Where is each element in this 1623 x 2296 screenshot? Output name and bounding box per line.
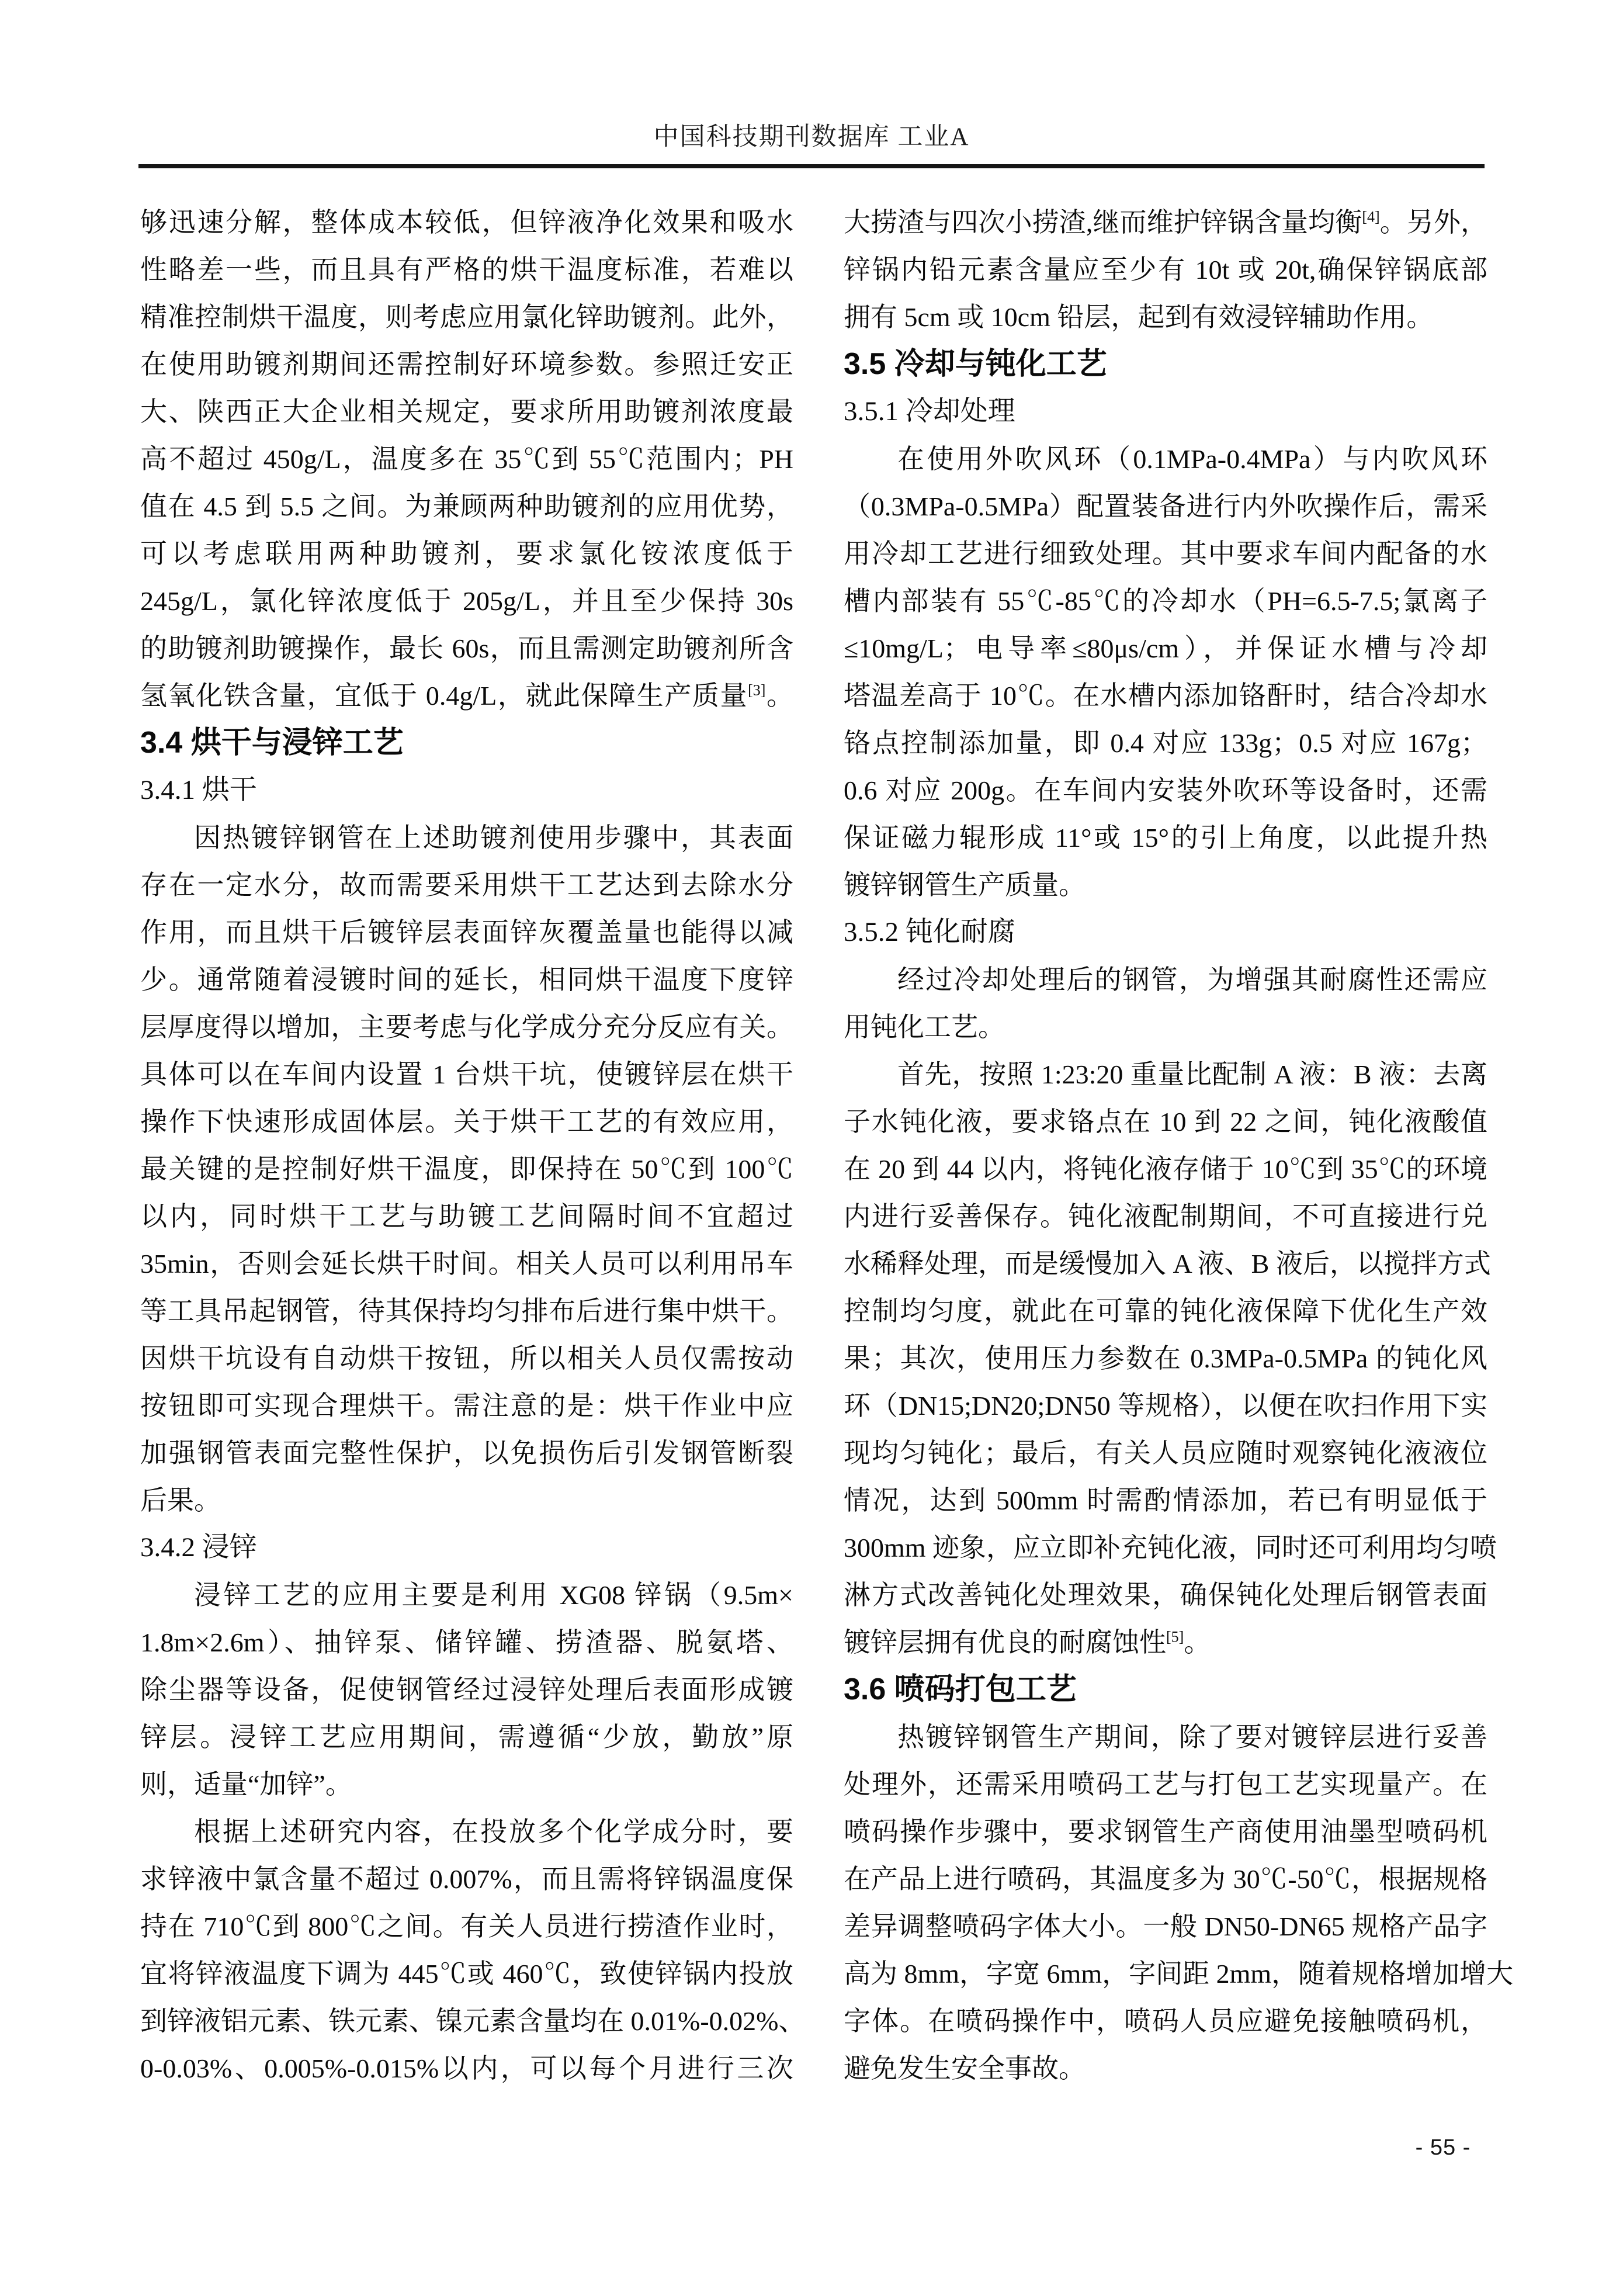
page-number: - 55 - — [1415, 2135, 1471, 2160]
text-line: 淋方式改善钝化处理效果，确保钝化处理后钢管表面 — [844, 1580, 1487, 1610]
text-line: 喷码操作步骤中，要求钢管生产商使用油墨型喷码机 — [844, 1817, 1487, 1847]
section-heading: 3.6 喷码打包工艺 — [844, 1672, 1077, 1706]
text-line: 铬点控制添加量，即 0.4 对应 133g；0.5 对应 167g； — [844, 728, 1487, 758]
text-line: 够迅速分解，整体成本较低，但锌液净化效果和吸水 — [140, 207, 793, 237]
text-line: 以内，同时烘干工艺与助镀工艺间隔时间不宜超过 — [140, 1201, 793, 1231]
text-line: 少。通常随着浸镀时间的延长，相同烘干温度下度锌 — [140, 965, 793, 995]
text-line: 作用，而且烘干后镀锌层表面锌灰覆盖量也能得以减 — [140, 917, 793, 947]
text-line: 内进行妥善保存。钝化液配制期间，不可直接进行兑 — [844, 1201, 1487, 1231]
citation-reference: [3] — [748, 681, 766, 699]
text-line: 宜将锌液温度下调为 445℃或 460℃，致使锌锅内投放 — [140, 1959, 793, 1989]
text-line: 果；其次，使用压力参数在 0.3MPa-0.5MPa 的钝化风 — [844, 1343, 1487, 1373]
text-line: 存在一定水分，故而需要采用烘干工艺达到去除水分 — [140, 870, 793, 900]
text-line: 在产品上进行喷码，其温度多为 30℃-50℃，根据规格 — [844, 1864, 1487, 1894]
text-line: 用钝化工艺。 — [844, 1012, 1005, 1042]
text-line: 245g/L，氯化锌浓度低于 205g/L，并且至少保持 30s — [140, 586, 793, 616]
text-line: 在使用外吹风环（0.1MPa-0.4MPa）与内吹风环 — [897, 444, 1487, 474]
text-line: 0-0.03%、0.005%-0.015%以内，可以每个月进行三次 — [140, 2053, 793, 2083]
text-line: 镀锌层拥有优良的耐腐蚀性[5]。 — [844, 1627, 1211, 1657]
text-line: 可以考虑联用两种助镀剂，要求氯化铵浓度低于 — [140, 539, 793, 569]
text-line: 持在 710℃到 800℃之间。有关人员进行捞渣作业时， — [140, 1911, 793, 1941]
text-line: 用冷却工艺进行细致处理。其中要求车间内配备的水 — [844, 539, 1487, 569]
text-line: 根据上述研究内容，在投放多个化学成分时，要 — [194, 1817, 793, 1847]
text-line: 因烘干坑设有自动烘干按钮，所以相关人员仅需按动 — [140, 1343, 793, 1373]
subsection-heading: 3.4.2 浸锌 — [140, 1532, 257, 1563]
text-line: 因热镀锌钢管在上述助镀剂使用步骤中，其表面 — [194, 823, 793, 853]
text-line: 氢氧化铁含量，宜低于 0.4g/L，就此保障生产质量[3]。 — [140, 681, 794, 711]
text-line: 热镀锌钢管生产期间，除了要对镀锌层进行妥善 — [897, 1722, 1487, 1752]
text-line: 在 20 到 44 以内，将钝化液存储于 10℃到 35℃的环境 — [844, 1154, 1487, 1184]
column-right — [844, 199, 1514, 2092]
text-line: 拥有 5cm 或 10cm 铅层，起到有效浸锌辅助作用。 — [844, 302, 1434, 332]
text-line: 大捞渣与四次小捞渣,继而维护锌锅含量均衡[4]。另外， — [844, 207, 1488, 237]
text-line: 具体可以在车间内设置 1 台烘干坑，使镀锌层在烘干 — [140, 1059, 793, 1089]
text-line: 求锌液中氯含量不超过 0.007%，而且需将锌锅温度保 — [140, 1864, 793, 1894]
header-divider — [138, 164, 1485, 168]
text-line: 精准控制烘干温度，则考虑应用氯化锌助镀剂。此外， — [140, 302, 793, 332]
citation-reference: [5] — [1166, 1628, 1184, 1646]
citation-reference: [4] — [1362, 208, 1380, 226]
journal-header: 中国科技期刊数据库 工业A — [653, 123, 970, 151]
text-line: 按钮即可实现合理烘干。需注意的是：烘干作业中应 — [140, 1391, 793, 1421]
text-line: 字体。在喷码操作中，喷码人员应避免接触喷码机， — [844, 2006, 1487, 2036]
text-line: 等工具吊起钢管，待其保持均匀排布后进行集中烘干。 — [140, 1296, 793, 1326]
text-line: 1.8m×2.6m）、抽锌泵、储锌罐、捞渣器、脱氨塔、 — [140, 1627, 793, 1657]
text-line: 层厚度得以增加，主要考虑与化学成分充分反应有关。 — [140, 1012, 793, 1042]
text-line: 大、陕西正大企业相关规定，要求所用助镀剂浓度最 — [140, 397, 793, 427]
text-line: 差异调整喷码字体大小。一般 DN50-DN65 规格产品字 — [844, 1911, 1487, 1941]
subsection-heading: 3.4.1 烘干 — [140, 775, 257, 805]
text-line: 现均匀钝化；最后，有关人员应随时观察钝化液液位 — [844, 1438, 1487, 1468]
text-line: 高不超过 450g/L，温度多在 35℃到 55℃范围内；PH — [140, 444, 793, 474]
text-line: 加强钢管表面完整性保护，以免损伤后引发钢管断裂 — [140, 1438, 793, 1468]
text-line: 环（DN15;DN20;DN50 等规格），以便在吹扫作用下实 — [844, 1391, 1487, 1421]
text-line: 避免发生安全事故。 — [844, 2053, 1086, 2083]
section-heading: 3.4 烘干与浸锌工艺 — [140, 726, 404, 760]
text-line: 首先，按照 1:23:20 重量比配制 A 液：B 液：去离 — [897, 1059, 1487, 1089]
text-line: 后果。 — [140, 1485, 221, 1515]
text-line: 300mm 迹象，应立即补充钝化液，同时还可利用均匀喷 — [844, 1533, 1497, 1563]
text-line: 水稀释处理，而是缓慢加入 A 液、B 液后，以搅拌方式 — [844, 1249, 1491, 1279]
text-line: ≤10mg/L；电导率≤80μs/cm），并保证水槽与冷却 — [844, 633, 1487, 663]
column-left — [140, 199, 806, 2092]
text-line: 的助镀剂助镀操作，最长 60s，而且需测定助镀剂所含 — [140, 633, 793, 663]
text-line: 锌锅内铅元素含量应至少有 10t 或 20t,确保锌锅底部 — [844, 255, 1487, 285]
text-line: 最关键的是控制好烘干温度，即保持在 50℃到 100℃ — [140, 1154, 793, 1184]
text-line: 则，适量“加锌”。 — [140, 1769, 352, 1799]
text-line: 值在 4.5 到 5.5 之间。为兼顾两种助镀剂的应用优势， — [140, 491, 793, 521]
section-heading: 3.5 冷却与钝化工艺 — [844, 347, 1107, 381]
subsection-heading: 3.5.1 冷却处理 — [844, 396, 1015, 427]
text-line: 35min，否则会延长烘干时间。相关人员可以利用吊车 — [140, 1249, 793, 1279]
text-line: 槽内部装有 55℃-85℃的冷却水（PH=6.5-7.5;氯离子 — [844, 586, 1487, 616]
text-line: 性略差一些，而且具有严格的烘干温度标准，若难以 — [140, 255, 793, 285]
text-line: 子水钝化液，要求铬点在 10 到 22 之间，钝化液酸值 — [844, 1107, 1487, 1137]
text-line: 0.6 对应 200g。在车间内安装外吹环等设备时，还需 — [844, 775, 1487, 805]
text-line: 浸锌工艺的应用主要是利用 XG08 锌锅（9.5m× — [194, 1580, 793, 1610]
text-line: 在使用助镀剂期间还需控制好环境参数。参照迁安正 — [140, 349, 793, 379]
subsection-heading: 3.5.2 钝化耐腐 — [844, 917, 1015, 947]
text-line: 锌层。浸锌工艺应用期间，需遵循“少放，勤放”原 — [140, 1722, 793, 1752]
text-line: 处理外，还需采用喷码工艺与打包工艺实现量产。在 — [844, 1769, 1487, 1799]
text-line: 塔温差高于 10℃。在水槽内添加铬酐时，结合冷却水 — [844, 681, 1487, 711]
text-line: 保证磁力辊形成 11°或 15°的引上角度，以此提升热 — [844, 823, 1487, 853]
text-line: （0.3MPa-0.5MPa）配置装备进行内外吹操作后，需采 — [844, 491, 1487, 521]
text-line: 控制均匀度，就此在可靠的钝化液保障下优化生产效 — [844, 1296, 1487, 1326]
text-line: 操作下快速形成固体层。关于烘干工艺的有效应用， — [140, 1107, 793, 1137]
text-line: 高为 8mm，字宽 6mm，字间距 2mm，随着规格增加增大 — [844, 1959, 1514, 1989]
text-line: 到锌液铝元素、铁元素、镍元素含量均在 0.01%-0.02%、 — [140, 2006, 806, 2036]
text-line: 除尘器等设备，促使钢管经过浸锌处理后表面形成镀 — [140, 1675, 793, 1705]
text-line: 经过冷却处理后的钢管，为增强其耐腐性还需应 — [897, 965, 1487, 995]
text-line: 情况，达到 500mm 时需酌情添加，若已有明显低于 — [844, 1485, 1487, 1515]
text-line: 镀锌钢管生产质量。 — [844, 870, 1086, 900]
